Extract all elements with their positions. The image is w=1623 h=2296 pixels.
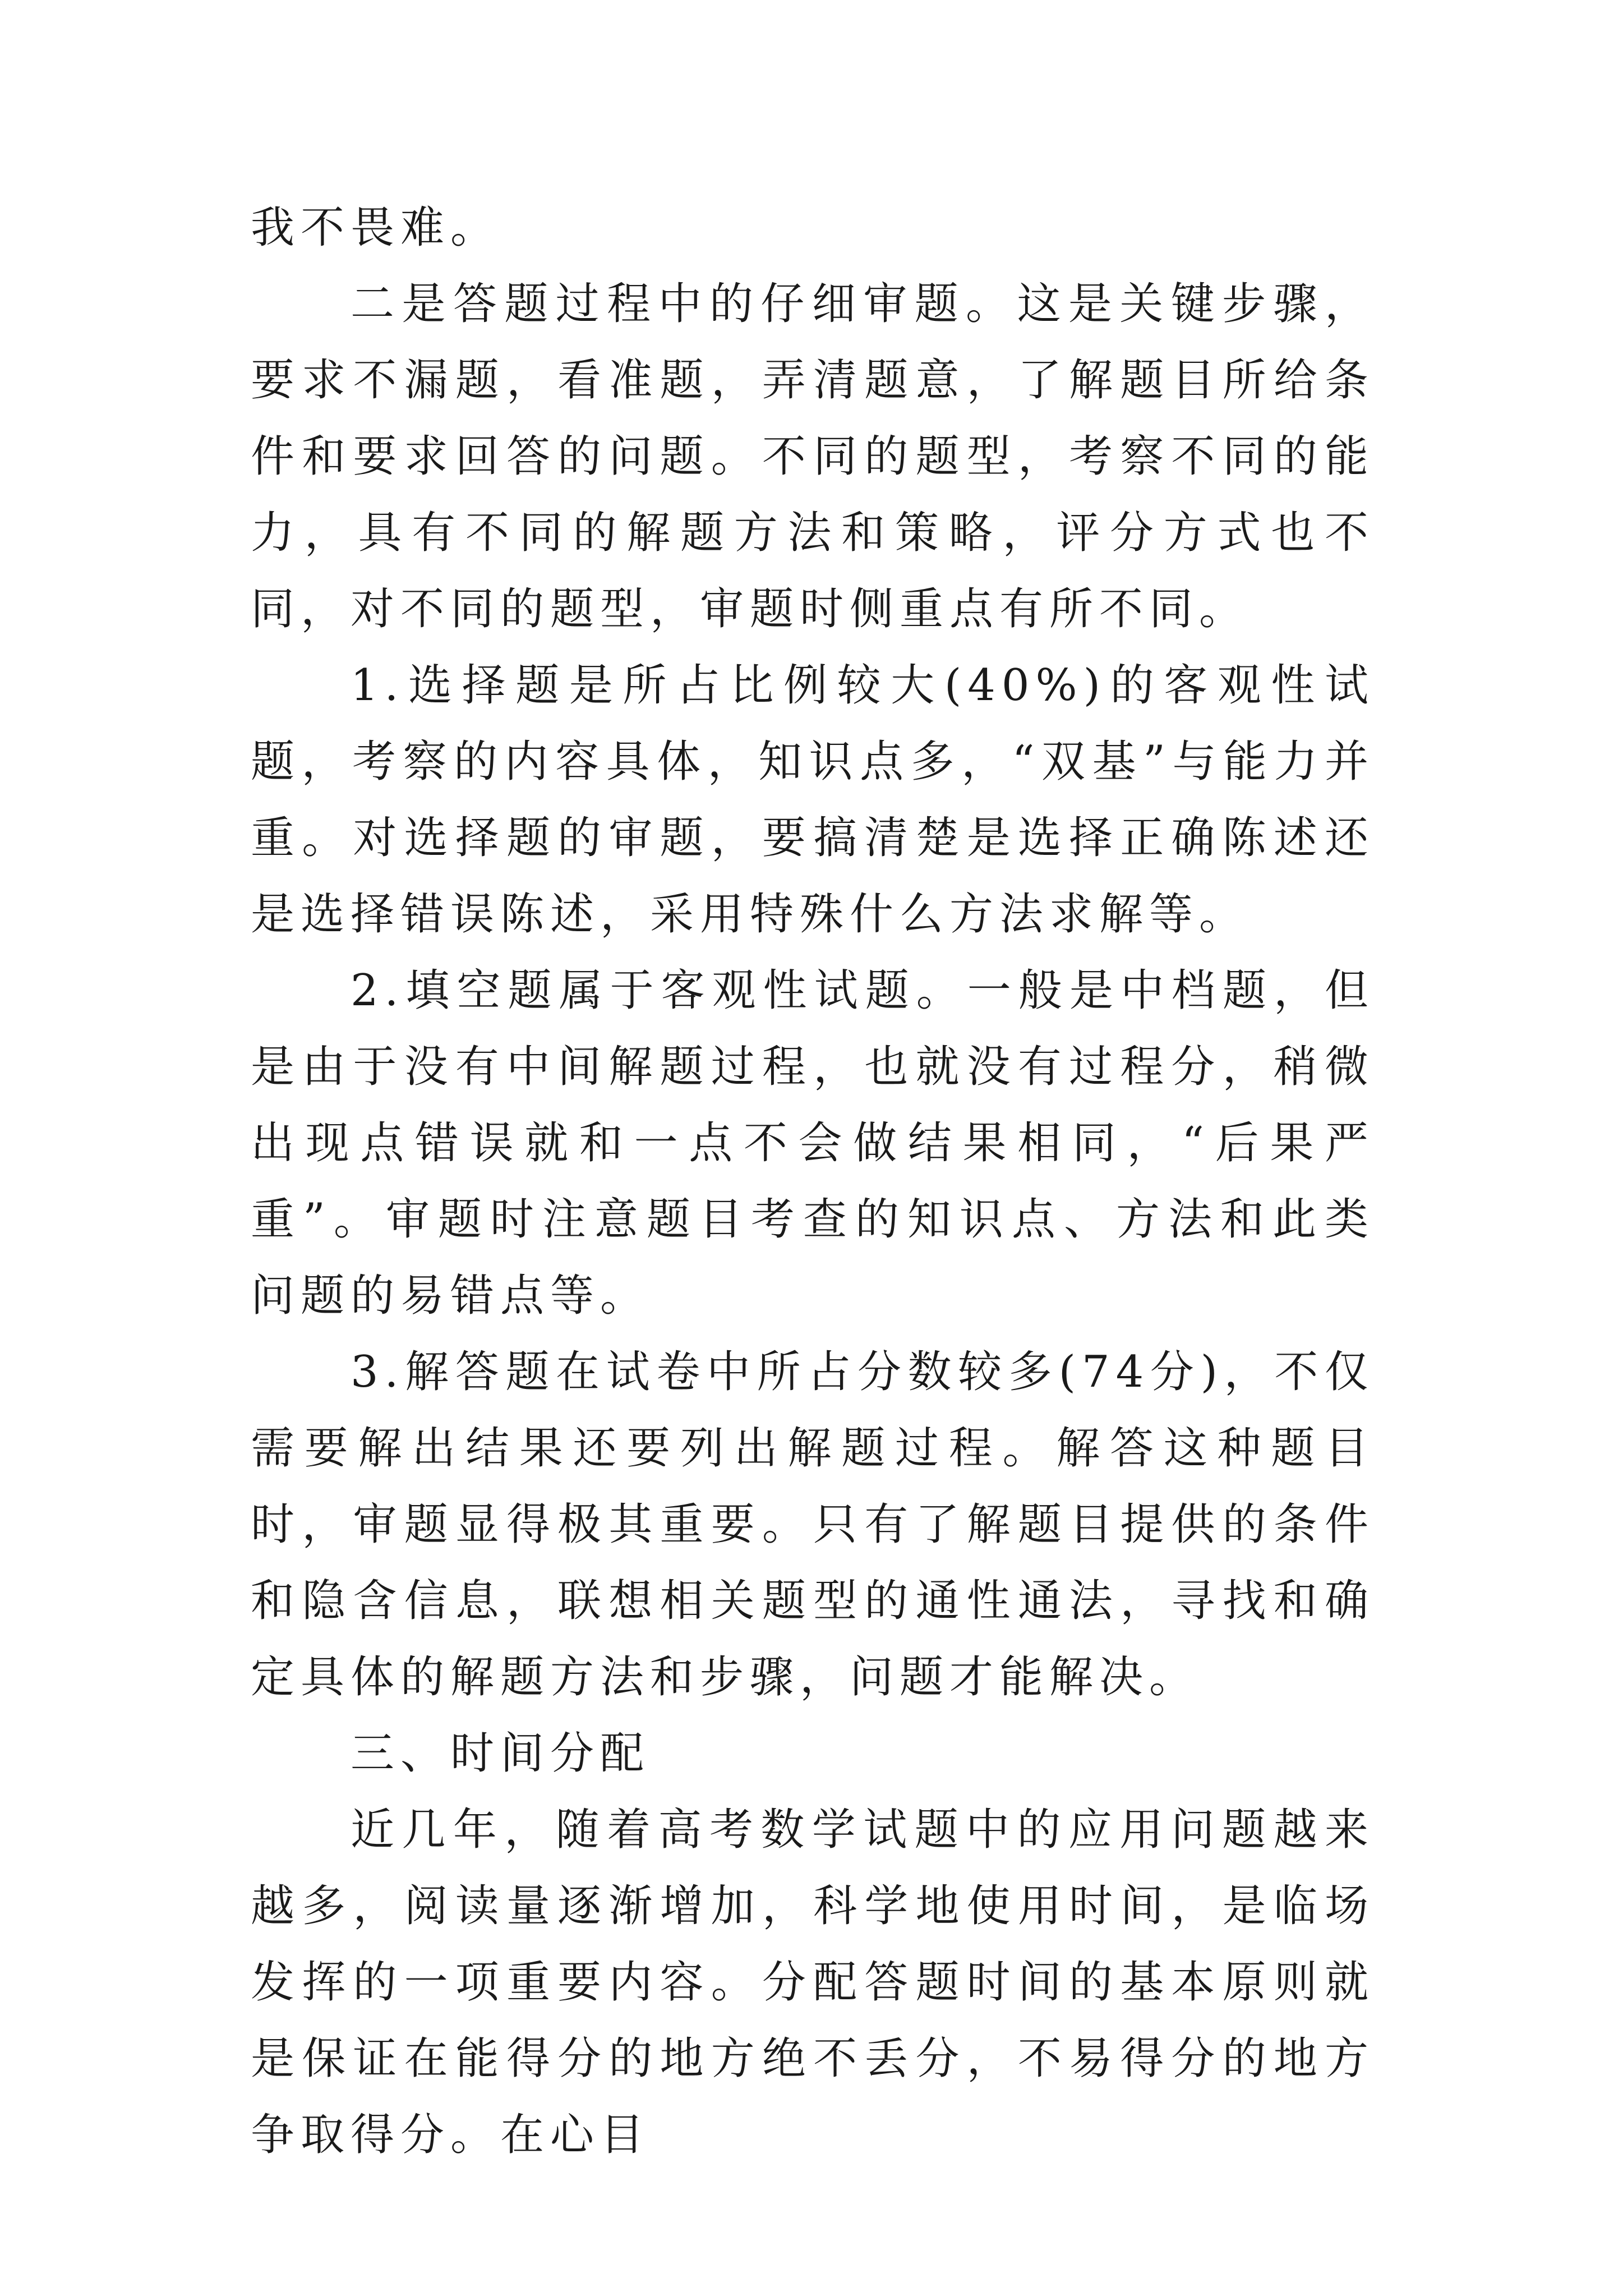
paragraph-multiple-choice: 1.选择题是所占比例较大(40%)的客观性试题，考察的内容具体，知识点多，“双基”与能力并重。对选择题的审题，要搞清楚是选择正确陈述还是选择错误陈述，采用特殊什么方法求解等。	[251, 660, 1375, 940]
paragraph-continuation: 我不畏难。	[251, 203, 501, 253]
paragraph-time-allocation: 近几年，随着高考数学试题中的应用问题越来越多，阅读量逐渐增加，科学地使用时间，是临场发挥的一项重要内容。分配答题时间的基本原则就是保证在能得分的地方绝不丢分，不易得分的地方争取得分。在心目	[251, 1805, 1375, 2160]
paragraph-careful-reading: 二是答题过程中的仔细审题。这是关键步骤，要求不漏题，看准题，弄清题意，了解题目所给条件和要求回答的问题。不同的题型，考察不同的能力，具有不同的解题方法和策略，评分方式也不同，对不同的题型，审题时侧重点有所不同。	[251, 279, 1375, 634]
section-heading-time-allocation: 三、时间分配	[351, 1728, 651, 1779]
body-text	[251, 190, 1375, 2173]
paragraph-fill-in-blank: 2.填空题属于客观性试题。一般是中档题，但是由于没有中间解题过程，也就没有过程分，稍微出现点错误就和一点不会做结果相同，“后果严重”。审题时注意题目考查的知识点、方法和此类问题的易错点等。	[251, 965, 1375, 1321]
paragraph-free-response: 3.解答题在试卷中所占分数较多(74分)，不仅需要解出结果还要列出解题过程。解答这种题目时，审题显得极其重要。只有了解题目提供的条件和隐含信息，联想相关题型的通性通法，寻找和确定具体的解题方法和步骤，问题才能解决。	[251, 1347, 1375, 1703]
